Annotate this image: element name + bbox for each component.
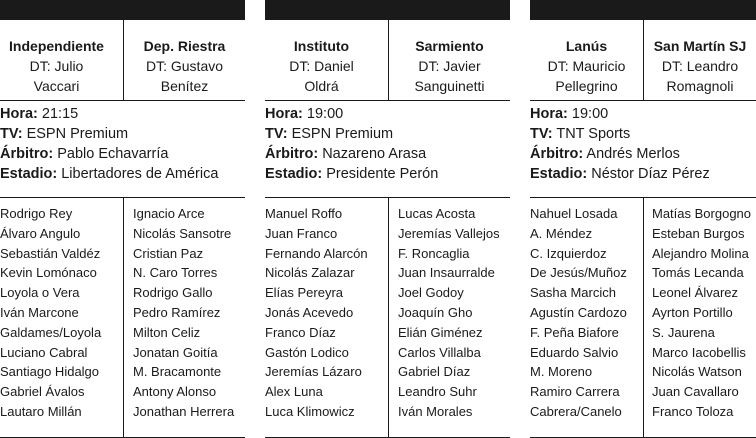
teams-row (265, 20, 510, 101)
home-team (530, 20, 643, 100)
home-coach-line1: DT: Julio (29, 58, 84, 74)
home-lineup (0, 204, 101, 422)
player: Rodrigo Rey (0, 206, 73, 221)
player: Eduardo Salvio (530, 344, 619, 360)
player: Luca Klimowicz (265, 403, 355, 419)
player: Cristian Paz (133, 245, 204, 261)
player: Luciano Cabral (0, 344, 88, 360)
arbitro-line: Árbitro: Pablo Echavarría (0, 146, 169, 162)
player: Marco Iacobellis (652, 344, 746, 360)
player: Joel Godoy (398, 285, 464, 301)
player: Carlos Villalba (398, 344, 481, 360)
match-card-lanus-sanmartin (530, 0, 756, 438)
player: M. Bracamonte (133, 364, 222, 380)
player: Juan Franco (265, 225, 338, 241)
match-card-independiente-riestra (0, 0, 245, 438)
player: Alex Luna (265, 384, 323, 400)
player: Fernando Alarcón (265, 245, 368, 261)
home-team-name: Lanús (565, 38, 608, 54)
player: M. Moreno (530, 364, 593, 380)
away-team-name: San Martín SJ (653, 38, 747, 54)
away-team (124, 20, 245, 100)
player: Ayrton Portillo (652, 304, 733, 320)
player: Sasha Marcich (530, 285, 616, 301)
match-header-bar (0, 0, 245, 20)
player: Iván Marcone (0, 304, 79, 320)
player: N. Caro Torres (133, 265, 218, 281)
away-coach-line2: Sanguinetti (414, 78, 485, 94)
away-coach-line1: DT: Gustavo (145, 58, 224, 74)
player: Jonathan Herrera (133, 403, 235, 419)
player: Leonel Álvarez (652, 285, 738, 301)
estadio-line: Estadio: Libertadores de América (0, 166, 219, 182)
hora-line: Hora: 19:00 (265, 106, 344, 122)
player: Gabriel Ávalos (0, 384, 85, 400)
match-info (265, 104, 510, 184)
away-team (644, 20, 756, 100)
home-coach-line2: Oldrá (304, 78, 339, 94)
arbitro-line: Árbitro: Andrés Merlos (530, 146, 680, 162)
player: Jeremías Vallejos (398, 225, 500, 241)
player: Nicolás Sansotre (133, 225, 232, 241)
player: Franco Díaz (265, 324, 336, 340)
player: Antony Alonso (133, 384, 217, 400)
away-lineup (398, 204, 500, 422)
away-team-name: Sarmiento (415, 38, 484, 54)
player: Pedro Ramírez (133, 304, 221, 320)
player: Alejandro Molina (652, 245, 749, 261)
away-coach-line2: Benítez (160, 78, 209, 94)
player: Franco Toloza (652, 403, 734, 419)
player: Leandro Suhr (398, 384, 477, 400)
player: Elián Giménez (398, 324, 483, 340)
estadio-line: Estadio: Néstor Díaz Pérez (530, 166, 710, 182)
player: Nicolás Watson (652, 364, 742, 380)
player: Elías Pereyra (265, 285, 344, 301)
away-team (389, 20, 510, 100)
player: S. Jaurena (652, 324, 715, 340)
player: Jeremías Lázaro (265, 364, 362, 380)
away-team-name: Dep. Riestra (143, 38, 226, 54)
player: Gabriel Díaz (398, 364, 471, 380)
player: C. Izquierdoz (530, 245, 607, 261)
away-lineup (133, 204, 234, 422)
match-info (0, 104, 245, 184)
player: Iván Morales (398, 403, 473, 419)
match-card-instituto-sarmiento (265, 0, 510, 438)
player: Matías Borgogno (652, 206, 752, 221)
player: A. Méndez (530, 225, 593, 241)
match-info (530, 104, 756, 184)
player: F. Roncaglia (398, 245, 470, 261)
player: Jonás Acevedo (265, 304, 354, 320)
match-header-bar (530, 0, 756, 20)
away-coach-line2: Romagnoli (666, 78, 734, 94)
home-team (265, 20, 378, 100)
player: Loyola o Vera (0, 285, 80, 301)
home-team-name: Independiente (9, 38, 104, 54)
tv-line: TV: ESPN Premium (0, 126, 129, 142)
home-lineup (530, 204, 627, 422)
lineup-divider (643, 197, 644, 438)
player: Nicolás Zalazar (265, 265, 355, 281)
player: Agustín Cardozo (530, 304, 627, 320)
player: Ramiro Carrera (530, 384, 620, 400)
away-lineup (652, 204, 751, 422)
player: Álvaro Angulo (0, 225, 81, 241)
tv-line: TV: ESPN Premium (265, 126, 394, 142)
player: Kevin Lomónaco (0, 265, 97, 281)
lineup-divider (388, 197, 389, 438)
hora-line: Hora: 21:15 (0, 106, 79, 122)
teams-row (530, 20, 756, 101)
away-coach-line1: DT: Javier (418, 58, 481, 74)
player: Joaquín Gho (398, 304, 473, 320)
arbitro-line: Árbitro: Nazareno Arasa (265, 146, 427, 162)
player: Esteban Burgos (652, 225, 745, 241)
player: Manuel Roffo (265, 206, 343, 221)
player: Gastón Lodico (265, 344, 349, 360)
player: F. Peña Biafore (530, 324, 619, 340)
home-coach-line1: DT: Mauricio (547, 58, 626, 74)
player: Juan Cavallaro (652, 384, 739, 400)
player: Santiago Hidalgo (0, 364, 100, 380)
home-coach-line2: Pellegrino (555, 78, 618, 94)
hora-line: Hora: 19:00 (530, 106, 609, 122)
home-coach-line2: Vaccari (33, 78, 80, 94)
player: Juan Insaurralde (398, 265, 495, 281)
player: Lucas Acosta (398, 206, 476, 221)
player: Jonatan Goitía (133, 344, 218, 360)
player: Cabrera/Canelo (530, 403, 622, 419)
home-team-name: Instituto (293, 38, 350, 54)
away-coach-line1: DT: Leandro (661, 58, 739, 74)
player: Tomás Lecanda (652, 265, 744, 281)
player: Sebastián Valdéz (0, 245, 101, 261)
tv-line: TV: TNT Sports (530, 126, 631, 142)
lineup-divider (123, 197, 124, 438)
estadio-line: Estadio: Presidente Perón (265, 166, 439, 182)
player: Milton Celiz (133, 324, 201, 340)
player: Galdames/Loyola (0, 324, 102, 340)
home-team (0, 20, 113, 100)
home-lineup (265, 204, 368, 422)
teams-row (0, 20, 245, 101)
home-coach-line1: DT: Daniel (289, 58, 354, 74)
player: Ignacio Arce (133, 206, 205, 221)
player: Nahuel Losada (530, 206, 618, 221)
match-header-bar (265, 0, 510, 20)
player: De Jesús/Muñoz (530, 265, 627, 281)
player: Lautaro Millán (0, 403, 82, 419)
player: Rodrigo Gallo (133, 285, 213, 301)
